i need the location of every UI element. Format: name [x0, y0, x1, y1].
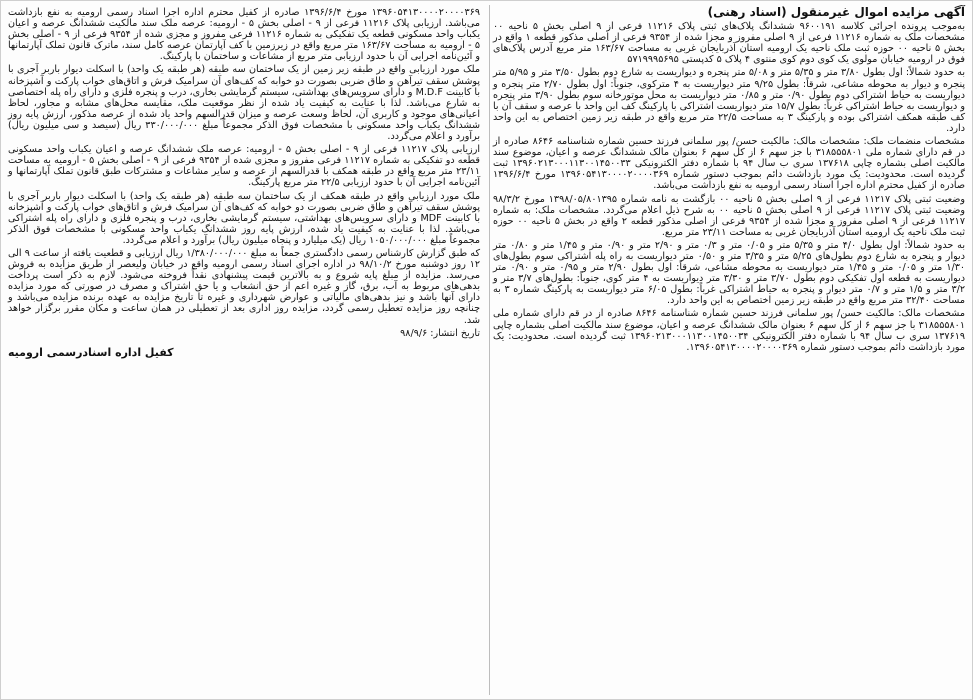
paragraph: به حدود شمالاً: اول بطول ۳/۸۰ متر و ۵/۳۵ متر و ۵/۰۸ متر پنجره و دیواریست به شارع دوم بطول ۳/۵۰ متر و ۵/۹۵ متر پنجره و دیوار به محوطه مشاعی، شرقاً: بطول ۹/۲۵ متر دیواریست به ۴ مترکوی، جنوباً: اول بطول ۲/۷۰ متر پنجره و دیواریست به حیاط اشتراکی دوم بطول ۰/۹۰ متر و ۰/۸۵ متر دیواریست به محل موتورخانه سوم بطول ۳/۹۰ متر پنجره و دیواریست به حیاط اشتراکی غرباً: بطول ۱۵/۷ متر دیواریست اشتراکی با پارکینگ کف این واحد با عرصه و سقف آن با کف طبقه همکف اشتراکی بوده و پارکینگ ۳ به مساحت ۲۲/۵ متر مربع واقع در طبقه زیر زمین اختصاص به این واحد دارد.: [493, 67, 966, 134]
paragraph: مشخصات منضمات ملک: مشخصات مالک: مالکیت حسن/ پور سلمانی فرزند حسین شماره شناسنامه ۸۶۴۶ صادره از در قم دارای شماره ملی ۳۱۸۵۵۵۸۰۱ با جز سهم ۶ از کل سهم ۶ بعنوان مالک ششدانگ عرصه و اعیان، موضوع سند مالکیت اصلی بشماره چاپی ۱۳۷۶۱۸ سری ب سال ۹۴ با شماره دفتر الکترونیکی ۱۳۹۶۰۲۱۳۰۰۰۱۱۳۰۰۱۴۵۰۰۳۳ ثبت گردیده است. محدودیت: یک مورد بازداشت دائم بموجب دستور شماره ۱۳۹۶۰۵۴۱۳۰۰۰۰۲۰۰۰۰۳۶۹ مورخ ۱۳۹۶/۶/۴ صادره از کفیل محترم اداره اجرا اسناد رسمی ارومیه به نفع بازداشت می‌باشد.: [493, 136, 965, 192]
paragraph: وضعیت ثبتی پلاک ۱۱۲۱۷ فرعی از ۹ اصلی بخش ۵ ناحیه ۰۰ بازگشت به نامه شماره ۱۳۹۸/۰۵/۸۰۱۳۹۵ مورخ ۹۸/۳/۲ وضعیت ثبتی پلاک ۱۱۲۱۷ فرعی از ۹ اصلی بخش ۵ ناحیه ۰۰ به شرح ذیل اعلام می‌گردد. مشخصات ملک: به شماره ۱۱۲۱۷ فرعی از ۹ اصلی مفروز و مجزا شده از ۹۳۵۴ فرعی از اصلی مذکور قطعه ۲ واقع در بخش ۵ ناحیه ۰۰ حوزه ثبت ملک ناحیه یک ارومیه استان آذربایجان غربی به مساحت ۲۳/۱۱ متر مربع.: [493, 193, 965, 238]
paragraph: ملک مورد ارزیابی واقع در طبقه همکف از یک ساختمان سه طبقه (هر طبقه یک واحد) با اسکلت دیوار باربر آجری با پوشش سقف تیرآهن و طاق ضربی بصورت دو خوابه که کف‌های آن سرامیک فرش و اتاق‌های خواب پارکت و آشپزخانه با کابینت MDF و دارای سرویس‌های بهداشتی، سیستم گرمایشی بخاری، درب و پنجره فلزی و دارای راه پله اشتراکی می‌باشد. لذا با عنایت به کیفیت یاد شده، ارزش پایه روز ششدانگ یکباب واحد مسکونی با مشخصات فوق الذکر مجموعاً مبلغ ۱۰۵۰/۰۰۰/۰۰۰ ریال (یک میلیارد و پنجاه میلیون ریال) برآورد و اعلام می‌گردد.: [8, 190, 480, 246]
paragraph: به‌موجب پرونده اجرائی کلاسه ۹۶۰۰۱۹۱ ششدانگ پلاک‌های ثبتی پلاک ۱۱۲۱۶ فرعی از ۹ اصلی بخش ۵ ناحیه ۰۰ مشخصات ملک به شماره ۱۱۲۱۶ فرعی از ۹ اصلی مفروز و مجزا شده از ۹۳۵۴ فرعی از اصلی مذکور قطعه ۱ واقع در بخش ۵ ناحیه ۰۰ حوزه ثبت ملک ناحیه یک ارومیه استان آذربایجان غربی به مساحت ۱۶۳/۶۷ متر مربع آدرس پلاک‌های فوق در ارومیه خیابان مولوی یک کوی دوم کوی منتوی ۴ پلاک ۵ کدپستی ۵۷۱۹۹۹۵۶۹۵: [493, 21, 965, 66]
signature: کفیل اداره اسنادرسمی ارومیه: [8, 345, 174, 359]
paragraph: مشخصات مالک: مالکیت حسن/ پور سلمانی فرزند حسین شماره شناسنامه ۸۶۴۶ صادره از در قم دارای شماره ملی ۳۱۸۵۵۵۸۰۱ با جز سهم ۶ از کل سهم ۶ بعنوان مالک ششدانگ عرصه و اعیان، موضوع سند مالکیت اصلی بشماره چاپی ۱۳۷۶۱۹ سری ب سال ۹۴ با شماره دفتر الکترونیکی ۱۳۹۶۰۲۱۳۰۰۰۱۱۳۰۰۱۴۵۰۰۳۴ ثبت گردیده است. محدودیت: یک مورد بازداشت دائم بموجب دستور شماره ۱۳۹۶۰۵۴۱۳۰۰۰۰۲۰۰۰۰۳۶۹.: [493, 308, 966, 353]
left-column: [5, 5, 483, 695]
right-column: [489, 5, 968, 695]
paragraph: ارزیابی پلاک ۱۱۲۱۷ فرعی از ۹ - اصلی بخش ۵ - ارومیه: عرصه ملک ششدانگ عرصه و اعیان یکباب واحد مسکونی قطعه دو تفکیکی به شماره ۱۱۲۱۷ فرعی مفروز و مجزی شده از ۹۳۵۴ فرعی از ۹ - اصلی بخش ۵ - ارومیه به مساحت ۲۳/۱۱ متر مربع واقع در طبقه همکف با قدرالسهم از عرصه و سایر مشاعات و مشترکات طبق قانون تملک آپارتمانها و آئین‌نامه اجرایی آن با حدود ارزیابی ۲۲/۵ متر مربع پارکینگ.: [8, 144, 480, 189]
publish-date: تاریخ انتشار: ۹۸/۹/۶: [400, 327, 480, 339]
paragraph: ملک مورد ارزیابی واقع در طبقه زیر زمین از یک ساختمان سه طبقه (هر طبقه یک واحد) با اسکلت دیوار باربر آجری با پوشش سقف تیرآهن و طاق ضربی بصورت دو خوابه که کف‌های آن سرامیک فرش و اتاق‌های خواب پارکت و آشپزخانه با کابینت M.D.F و دارای سرویس‌های بهداشتی، سیستم گرمایشی بخاری، درب و پنجره فلزی و دارای راه پله اختصاصی به شارع می‌باشد. لذا با عنایت به کیفیت یاد شده از نظر موقعیت ملک، مقایسه محل‌های مشابه و مجاور، لحاظ اعیانی‌های موجود و کاربری آن، لحاظ وسعت عرصه و میزان قدرالسهم واحد یاد شده از عرصه مذکور، ارزش پایه روز ششدانگ یکباب واحد مسکونی با مشخصات فوق الذکر مجموعاً مبلغ ۳۳۰/۰۰۰/۰۰۰ ریال (سیصد و سی میلیون ریال) برآورد و اعلام می‌گردد.: [8, 64, 480, 143]
paragraph: به حدود شمالاً: اول بطول ۴/۰ متر و ۵/۳۵ متر و ۰/۰۵ متر و ۰/۳ متر و ۲/۹۰ متر و ۰/۹۰ متر و ۱/۴۵ متر و ۰/۸۰ متر دیوار و پنجره به شارع دوم بطول‌های ۵/۲۵ متر و ۳/۳۵ متر و ۰/۵۰ متر دیواریست به راه پله اشتراکی سوم بطول‌های ۱/۳۰ متر و ۰/۰۵ متر و ۱/۴۵ متر دیواریست به محوطه مشاعی، شرقاً: اول بطول ۲/۹۰ متر و ۰/۹۵ متر و ۰/۹۰ متر دیواریست به قطعه اول تفکیکی دوم بطول ۳/۷۰ متر و ۳/۳۰ متر دیواریست به ۴ متر کوی، جنوباً: بطول‌های ۳/۷ متر و ۳/۲ متر و ۱/۵ متر و ۰/۷ متر دیوار و پنجره به حیاط اشتراکی غرباً: بطول ۶/۰۵ متر دیواریست به پارکینگ شماره ۳ به مساحت ۳۲/۴۰ متر مربع واقع در طبقه زیر زمین اختصاص به این واحد دارد.: [493, 239, 966, 307]
notice-title: آگهی مزایده اموال غیرمنقول (اسناد رهنی): [707, 5, 965, 19]
paragraph: ۱۳۹۶۰۵۴۱۳۰۰۰۰۲۰۰۰۰۳۶۹ مورخ ۱۳۹۶/۶/۴ صادره از کفیل محترم اداره اجرا اسناد رسمی ارومیه به نفع بازداشت می‌باشد. ارزیابی پلاک ۱۱۲۱۶ فرعی از ۹ - اصلی بخش ۵ - ارومیه: عرصه ملک سند مالکیت ششدانگ عرصه و اعیان یکباب واحد مسکونی قطعه یک تفکیکی به شماره ۱۱۲۱۶ فرعی مفروز و مجزی شده از ۹۳۵۴ فرعی از ۹ - اصلی بخش ۵ - ارومیه به مساحت ۱۶۳/۶۷ متر مربع واقع در زیرزمین با کف آپارتمان عرصه کامل سند، ماترک قانون تملک آپارتمانها و آئین‌نامه اجرایی آن با حدود ارزیابی متر مربع از مشاعات و ساختمان با پارکینگ.: [8, 7, 481, 63]
notice-columns: [5, 5, 968, 695]
paragraph: که طبق گزارش کارشناس رسمی دادگستری جمعاً به مبلغ ۱/۳۸۰/۰۰۰/۰۰۰ ریال ارزیابی و قطعیت یافته از ساعت ۹ الی ۱۲ روز دوشنبه مورخ ۹۸/۱۰/۲ در اداره اجرای اسناد رسمی ارومیه واقع در خیابان ولیعصر از طریق مزایده به فروش می‌رسد. مزایده از مبلغ پایه شروع و به بالاترین قیمت پیشنهادی نقداً فروخته می‌شود. لازم به ذکر است پرداخت بدهی‌های مربوط به آب، برق، گاز و غیره اعم از حق انشعاب و یا حق اشتراک و مصرف در صورتی که مورد مزایده دارای آنها باشد و نیز بدهی‌های مالیاتی و عوارض شهرداری و غیره تا تاریخ مزایده به عهده برنده مزایده می‌باشد و چنانچه روز مزایده تعطیل رسمی گردد، مزایده روز اداری بعد از تعطیلی در همان ساعت و مکان مقرر برگزار خواهد شد.: [8, 247, 481, 326]
